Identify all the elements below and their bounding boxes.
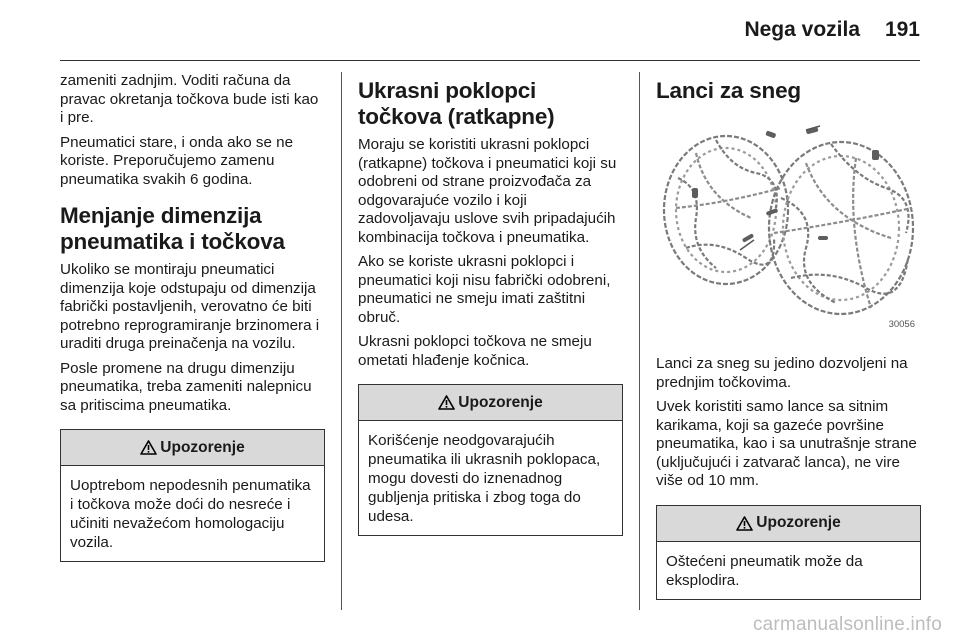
section-heading: Ukrasni poklopci točkova (ratkapne) xyxy=(358,78,555,129)
warning-title: Upozorenje xyxy=(458,393,543,411)
warning-box xyxy=(358,384,623,536)
warning-title: Upozorenje xyxy=(160,438,245,456)
warning-text: Korišćenje neodgovarajućih pneumatika ili ukrasnih poklopaca, mogu dovesti do iznenadnog gubljenja pritiska i zbog toga do udesa. xyxy=(368,432,601,525)
header-rule xyxy=(60,60,920,61)
paragraph: Lanci za sneg su jedino dozvoljeni na prednjim točkovima. xyxy=(656,355,908,391)
warning-text: Oštećeni pneumatik može da eksplodira. xyxy=(666,552,863,589)
warning-header xyxy=(359,385,622,421)
paragraph: Ako se koriste ukrasni poklopci i pneumatici koji nisu fabrički odobreni, pneumatici ne smeju imati zaštitni obruč. xyxy=(358,253,611,326)
column-separator xyxy=(639,72,640,610)
warning-triangle-icon xyxy=(736,516,753,531)
warning-box xyxy=(60,429,325,562)
column-3 xyxy=(656,72,921,600)
paragraph: Ukoliko se montiraju pneumatici dimenzija koje odstupaju od dimenzija fabrički postavljenih, verovatno će biti potrebno reprogramiranje brzinomera i uraditi druga preinačenja na vozilu. xyxy=(60,261,320,352)
paragraph: zameniti zadnjim. Voditi računa da pravac okretanja točkova bude isti kao i pre. xyxy=(60,72,319,126)
column-2 xyxy=(358,72,623,536)
section-heading: Lanci za sneg xyxy=(656,78,801,103)
paragraph: Posle promene na drugu dimenziju pneumatika, treba zameniti nalepnicu sa pritiscima pneumatika. xyxy=(60,359,312,414)
paragraph: Pneumatici stare, i onda ako se ne koriste. Preporučujemo zamenu pneumatika svakih 6 godina. xyxy=(60,133,294,188)
paragraph: Moraju se koristiti ukrasni poklopci (ratkapne) točkova i pneumatici koji su odobreni od strane proizvođača za odgovarajuće vozilo i koji zadovoljavaju uslove svih pripadajućih kombinacija točkova i pneumatika. xyxy=(358,136,617,246)
section-heading: Menjanje dimenzija pneumatika i točkova xyxy=(60,203,285,254)
column-1 xyxy=(60,72,325,562)
snow-chains-illustration xyxy=(656,118,920,332)
paragraph: Uvek koristiti samo lance sa sitnim karikama, koji sa gazeće površine pneumatika, kao i sa unutrašnje strane (uključujući i zatvarač lanca), ne vire više od 10 mm. xyxy=(656,398,917,489)
warning-header xyxy=(61,430,324,466)
warning-triangle-icon xyxy=(140,440,157,455)
warning-triangle-icon xyxy=(438,395,455,410)
warning-box xyxy=(656,505,921,600)
warning-text: Uoptrebom nepodesnih penumatika i točkova može doći do nesreće i učiniti nevažećom homologaciju vozila. xyxy=(70,477,311,551)
running-header-title: Nega vozila xyxy=(744,18,860,41)
watermark: carmanualsonline.info xyxy=(752,614,942,635)
column-separator xyxy=(341,72,342,610)
warning-title: Upozorenje xyxy=(756,514,841,531)
page-number: 191 xyxy=(884,18,920,41)
figure-number: 30056 xyxy=(888,319,915,330)
paragraph: Ukrasni poklopci točkova ne smeju ometati hlađenje kočnica. xyxy=(358,333,592,369)
warning-header xyxy=(657,506,920,542)
